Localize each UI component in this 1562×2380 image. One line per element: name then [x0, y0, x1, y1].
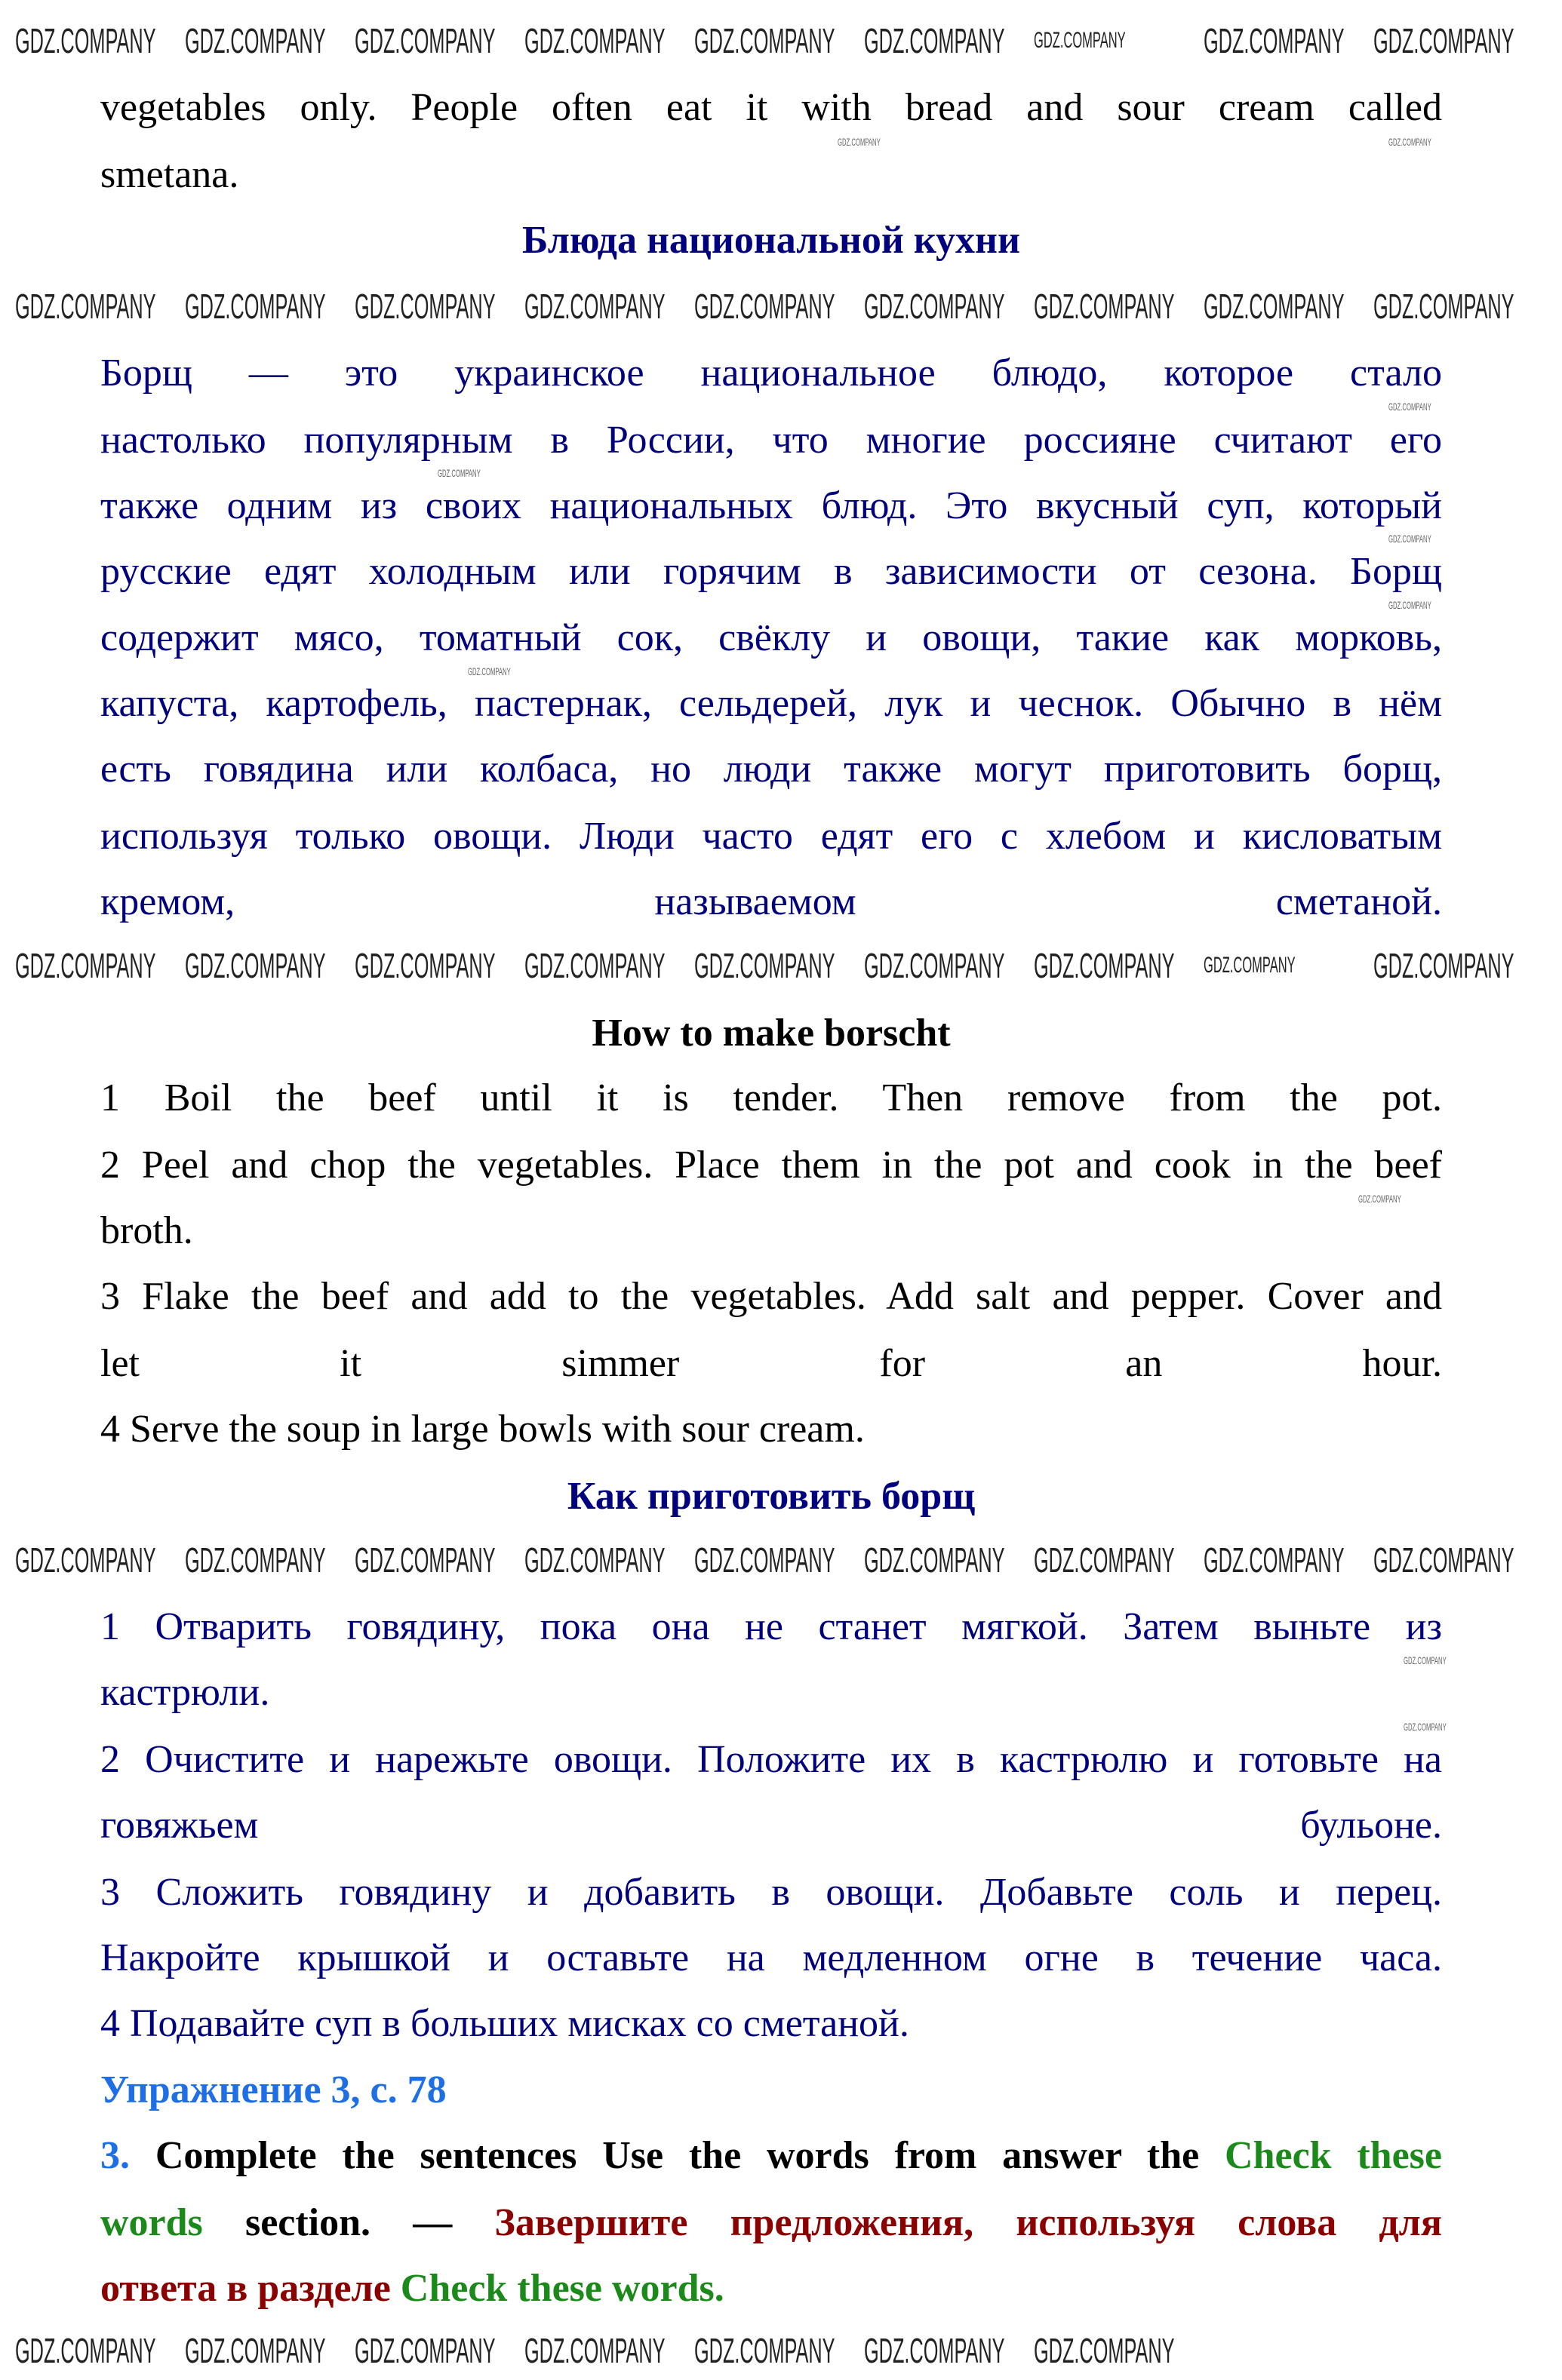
- text-segment: Блюда национальной кухни: [522, 219, 1020, 262]
- watermark: GDZ.COMPANY: [524, 21, 666, 60]
- watermark: GDZ.COMPANY: [524, 946, 666, 985]
- text-line: [100, 84, 1442, 132]
- text-line: [100, 482, 1442, 530]
- watermark: GDZ.COMPANY: [185, 2331, 326, 2370]
- text-segment: 4 Подавайте суп в больших мисках со сметаной.: [100, 2002, 909, 2045]
- text-line: [100, 151, 1442, 199]
- watermark: GDZ.COMPANY: [185, 21, 326, 60]
- watermark: GDZ.COMPANY: [1404, 1654, 1447, 1666]
- text-line: [100, 349, 1442, 398]
- section-heading: [100, 1009, 1442, 1058]
- text-line: [100, 1273, 1442, 1321]
- text-line: [100, 1669, 1442, 1717]
- text-line: [100, 878, 1442, 926]
- watermark: GDZ.COMPANY: [1373, 21, 1514, 60]
- text-line: [100, 812, 1442, 861]
- text-segment: 3.: [100, 2134, 155, 2177]
- text-line: [100, 2199, 1442, 2247]
- watermark: GDZ.COMPANY: [185, 287, 326, 326]
- watermark: GDZ.COMPANY: [185, 946, 326, 985]
- text-segment: 2 Peel and chop the vegetables. Place them in the pot and cook in the beef: [100, 1144, 1442, 1187]
- watermark: GDZ.COMPANY: [1204, 1540, 1345, 1580]
- text-segment: Борщ — это украинское национальное блюдо, которое стало: [100, 352, 1442, 395]
- watermark: GDZ.COMPANY: [864, 946, 1005, 985]
- watermark: GDZ.COMPANY: [355, 21, 496, 60]
- watermark: GDZ.COMPANY: [1404, 1721, 1447, 1733]
- text-segment: Check these words.: [400, 2267, 724, 2310]
- section-heading: [100, 217, 1442, 265]
- text-segment: Завершите предложения, используя слова для: [494, 2201, 1442, 2244]
- watermark: GDZ.COMPANY: [355, 1540, 496, 1580]
- text-segment: Накройте крышкой и оставьте на медленном огне в течение часа.: [100, 1936, 1442, 1979]
- text-line: [100, 2132, 1442, 2180]
- text-line: [100, 1207, 1442, 1255]
- watermark: GDZ.COMPANY: [1358, 1193, 1401, 1205]
- text-segment: содержит мясо, томатный сок, свёклу и овощи, такие как морковь,: [100, 616, 1442, 659]
- watermark: GDZ.COMPANY: [1204, 287, 1345, 326]
- text-segment: 1 Отварить говядину, пока она не станет мягкой. Затем выньте из: [100, 1605, 1442, 1648]
- watermark: GDZ.COMPANY: [355, 287, 496, 326]
- watermark: GDZ.COMPANY: [355, 946, 496, 985]
- text-segment: Как приготовить борщ: [567, 1475, 976, 1518]
- watermark: GDZ.COMPANY: [864, 287, 1005, 326]
- text-segment: let it simmer for an hour.: [100, 1342, 1442, 1385]
- watermark: GDZ.COMPANY: [524, 1540, 666, 1580]
- text-line: [100, 548, 1442, 596]
- watermark: GDZ.COMPANY: [1034, 2331, 1175, 2370]
- text-segment: 4 Serve the soup in large bowls with sour cream.: [100, 1408, 865, 1451]
- watermark: GDZ.COMPANY: [15, 21, 156, 60]
- watermark: GDZ.COMPANY: [694, 21, 835, 60]
- text-segment: section. —: [244, 2201, 495, 2244]
- text-line: [100, 614, 1442, 662]
- text-segment: broth.: [100, 1209, 193, 1252]
- text-segment: ответа в разделе: [100, 2267, 401, 2310]
- text-segment: говяжьем бульоне.: [100, 1804, 1442, 1847]
- watermark: GDZ.COMPANY: [1373, 1540, 1514, 1580]
- watermark: GDZ.COMPANY: [524, 287, 666, 326]
- watermark: GDZ.COMPANY: [864, 2331, 1005, 2370]
- text-segment: кастрюли.: [100, 1671, 270, 1714]
- text-segment: How to make borscht: [592, 1012, 951, 1055]
- watermark: GDZ.COMPANY: [1204, 21, 1345, 60]
- watermark: GDZ.COMPANY: [15, 946, 156, 985]
- text-segment: smetana.: [100, 153, 239, 196]
- text-line: [100, 1801, 1442, 1850]
- watermark: GDZ.COMPANY: [1373, 946, 1514, 985]
- watermark: GDZ.COMPANY: [1034, 287, 1175, 326]
- text-segment: используя только овощи. Люди часто едят его с хлебом и кисловатым: [100, 815, 1442, 858]
- watermark: GDZ.COMPANY: [468, 665, 511, 677]
- text-line: [100, 1074, 1442, 1122]
- text-segment: Упражнение 3, с. 78: [100, 2068, 447, 2111]
- watermark: GDZ.COMPANY: [694, 1540, 835, 1580]
- watermark: GDZ.COMPANY: [185, 1540, 326, 1580]
- text-segment: 3 Flake the beef and add to the vegetables. Add salt and pepper. Cover and: [100, 1275, 1442, 1318]
- watermark: GDZ.COMPANY: [1373, 287, 1514, 326]
- text-line: [100, 680, 1442, 728]
- text-line: [100, 745, 1442, 794]
- text-segment: также одним из своих национальных блюд. Это вкусный суп, который: [100, 484, 1442, 527]
- text-segment: есть говядина или колбаса, но люди также могут приготовить борщ,: [100, 748, 1442, 791]
- watermark: GDZ.COMPANY: [355, 2331, 496, 2370]
- watermark: GDZ.COMPANY: [15, 1540, 156, 1580]
- text-line: [100, 2066, 1442, 2114]
- watermark: GDZ.COMPANY: [15, 287, 156, 326]
- text-line: [100, 1141, 1442, 1190]
- text-segment: капуста, картофель, пастернак, сельдерей, лук и чеснок. Обычно в нём: [100, 682, 1442, 725]
- text-line: [100, 1603, 1442, 1651]
- text-segment: Complete the sentences Use the words from answer the: [155, 2134, 1225, 2177]
- watermark: GDZ.COMPANY: [694, 2331, 835, 2370]
- text-line: [100, 2000, 1442, 2048]
- watermark: GDZ.COMPANY: [694, 946, 835, 985]
- text-line: [100, 1934, 1442, 1982]
- watermark: GDZ.COMPANY: [694, 287, 835, 326]
- watermark: GDZ.COMPANY: [524, 2331, 666, 2370]
- watermark: GDZ.COMPANY: [864, 1540, 1005, 1580]
- text-line: [100, 1869, 1442, 1917]
- text-segment: 1 Boil the beef until it is tender. Then remove from the pot.: [100, 1076, 1442, 1119]
- watermark: GDZ.COMPANY: [1388, 401, 1431, 413]
- text-segment: words: [100, 2201, 245, 2244]
- text-line: [100, 1736, 1442, 1784]
- text-segment: Check these: [1225, 2134, 1443, 2177]
- text-line: [100, 2265, 1442, 2313]
- watermark: GDZ.COMPANY: [864, 21, 1005, 60]
- watermark: GDZ.COMPANY: [1388, 599, 1431, 611]
- watermark: GDZ.COMPANY: [1388, 136, 1431, 148]
- watermark: GDZ.COMPANY: [1388, 533, 1431, 545]
- text-segment: русские едят холодным или горячим в зависимости от сезона. Борщ: [100, 550, 1442, 593]
- text-segment: настолько популярным в России, что многие россияне считают его: [100, 419, 1442, 462]
- text-segment: кремом, называемом сметаной.: [100, 880, 1442, 923]
- watermark: GDZ.COMPANY: [15, 2331, 156, 2370]
- text-line: [100, 1405, 1442, 1454]
- watermark: GDZ.COMPANY: [838, 136, 881, 148]
- text-segment: vegetables only. People often eat it with bread and sour cream called: [100, 86, 1442, 129]
- text-line: [100, 416, 1442, 465]
- watermark: GDZ.COMPANY: [1034, 1540, 1175, 1580]
- watermark: GDZ.COMPANY: [1034, 946, 1175, 985]
- section-heading: [100, 1473, 1442, 1521]
- watermark: GDZ.COMPANY: [438, 467, 481, 479]
- text-segment: 3 Сложить говядину и добавить в овощи. Добавьте соль и перец.: [100, 1871, 1442, 1914]
- watermark: GDZ.COMPANY: [1034, 28, 1126, 53]
- watermark: GDZ.COMPANY: [1204, 953, 1296, 978]
- text-segment: 2 Очистите и нарежьте овощи. Положите их в кастрюлю и готовьте на: [100, 1738, 1442, 1781]
- text-line: [100, 1340, 1442, 1388]
